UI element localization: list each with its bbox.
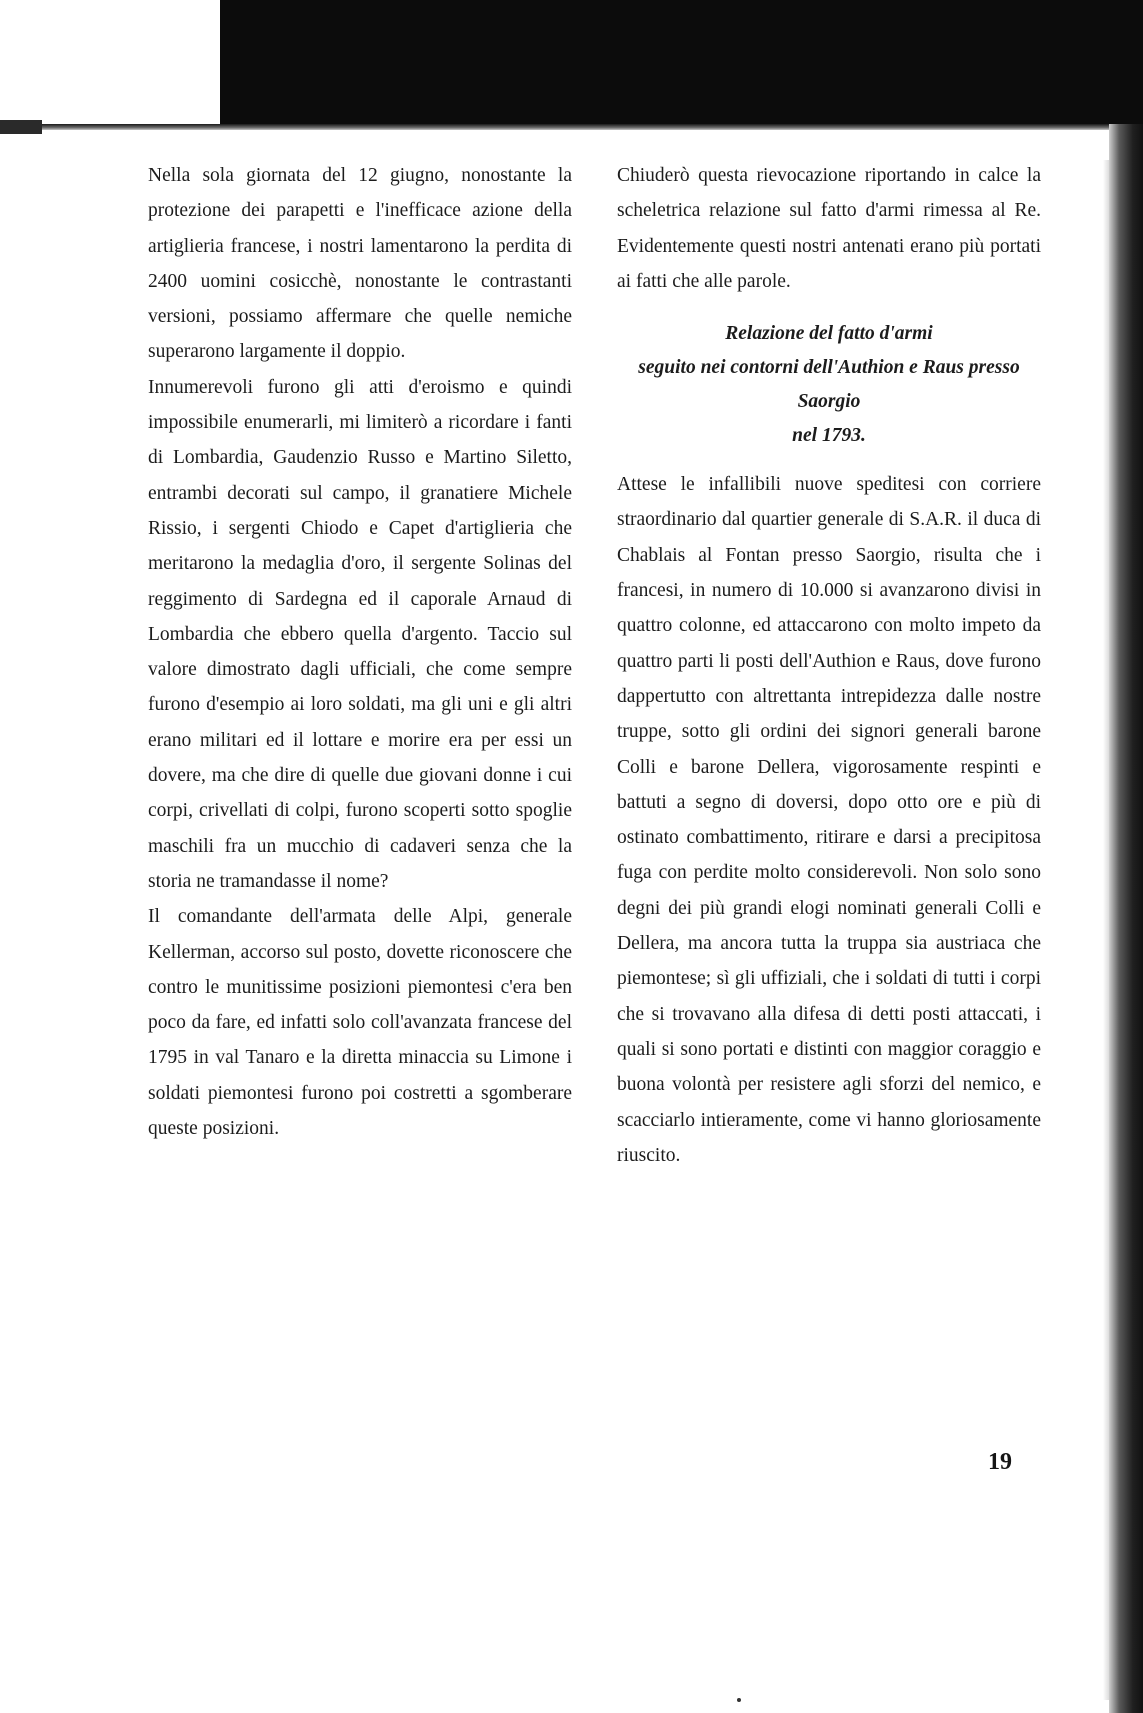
paragraph-casualties: Nella sola giornata del 12 giugno, nonostante la protezione dei parapetti e l'inefficace azione della artiglieria francese, i nostri lamentarono la perdita di 2400 uomini cosicchè, nonostante le contrastanti versioni, possiamo affermare che quelle nemiche superarono largamente il doppio.	[148, 165, 572, 363]
report-heading-line3: nel 1793.	[792, 425, 866, 447]
right-column	[617, 158, 1041, 1173]
report-heading-line1: Relazione del fatto d'armi	[725, 323, 933, 345]
paragraph-report-body: Attese le infallibili nuove speditesi con corriere straordinario dal quartier generale di S.A.R. il duca di Chablais al Fontan presso Saorgio, risulta che i francesi, in numero di 10.000 si avanzarono divisi in quattro colonne, ed attaccarono con molto impeto da quattro parti li posti dell'Authion e Raus, dove furono dappertutto con altrettanta intrepidezza dalle nostre truppe, sotto gli ordini dei signori generali barone Colli e barone Dellera, vigorosamente respinti e battuti a segno di doversi, dopo otto ore e più di ostinato combattimento, ritirare e darsi a precipitosa fuga con perdite molto considerevoli. Non solo sono degni dei più grandi elogi nominati generali Colli e Dellera, ma ancora tutta la truppa sia austriaca che piemontese; sì gli uffiziali, che i soldati di tutti i corpi che si trovavano alla difesa di detti posti attaccati, i quali si sono portati e distinti con maggior coraggio e buona volontà per resistere agli sforzi del nemico, e scacciarlo intieramente, come vi hanno gloriosamente riuscito.	[617, 474, 1041, 1166]
scan-dark-border-top	[220, 0, 1143, 130]
report-heading-line2: seguito nei contorni dell'Authion e Raus presso Saorgio	[638, 357, 1020, 413]
paragraph-heroism: Innumerevoli furono gli atti d'eroismo e quindi impossibile enumerarli, mi limiterò a ricordare i fanti di Lombardia, Gaudenzio Russo e Martino Siletto, entrambi decorati sul campo, il granatiere Michele Rissio, i sergenti Chiodo e Capet d'artiglieria che meritarono la medaglia d'oro, il sergente Solinas del reggimento di Sardegna ed il caporale Arnaud di Lombardia che ebbero quella d'argento. Taccio sul valore dimostrato dagli ufficiali, che come sempre furono d'esempio ai loro soldati, ma gli uni e gli altri erano militari ed il lottare e morire era per essi un dovere, ma che dire di quelle due giovani donne i cui corpi, crivellati di colpi, furono scoperti sotto spoglie maschili fra un mucchio di cadaveri senza che la storia ne tramandasse il nome?	[148, 376, 572, 892]
page-number: 19	[988, 1449, 1012, 1475]
scan-white-corner	[0, 0, 220, 124]
scan-page-edge	[0, 124, 1143, 130]
scan-dark-border-right	[1109, 124, 1143, 1713]
paragraph-intro: Chiuderò questa rievocazione riportando in calce la scheletrica relazione sul fatto d'armi rimessa al Re. Evidentemente questi nostri antenati erano più portati ai fatti che alle parole.	[617, 165, 1041, 292]
left-column	[148, 158, 572, 1146]
scan-speck	[737, 1698, 741, 1702]
paragraph-kellerman: Il comandante dell'armata delle Alpi, generale Kellerman, accorso sul posto, dovette riconoscere che contro le munitissime posizioni piemontesi c'era ben poco da fare, ed infatti solo coll'avanzata francese del 1795 in val Tanaro e la diretta minaccia su Limone i soldati piemontesi furono poi costretti a sgomberare queste posizioni.	[148, 906, 572, 1140]
report-heading	[617, 317, 1041, 453]
scan-left-notch	[0, 120, 42, 134]
